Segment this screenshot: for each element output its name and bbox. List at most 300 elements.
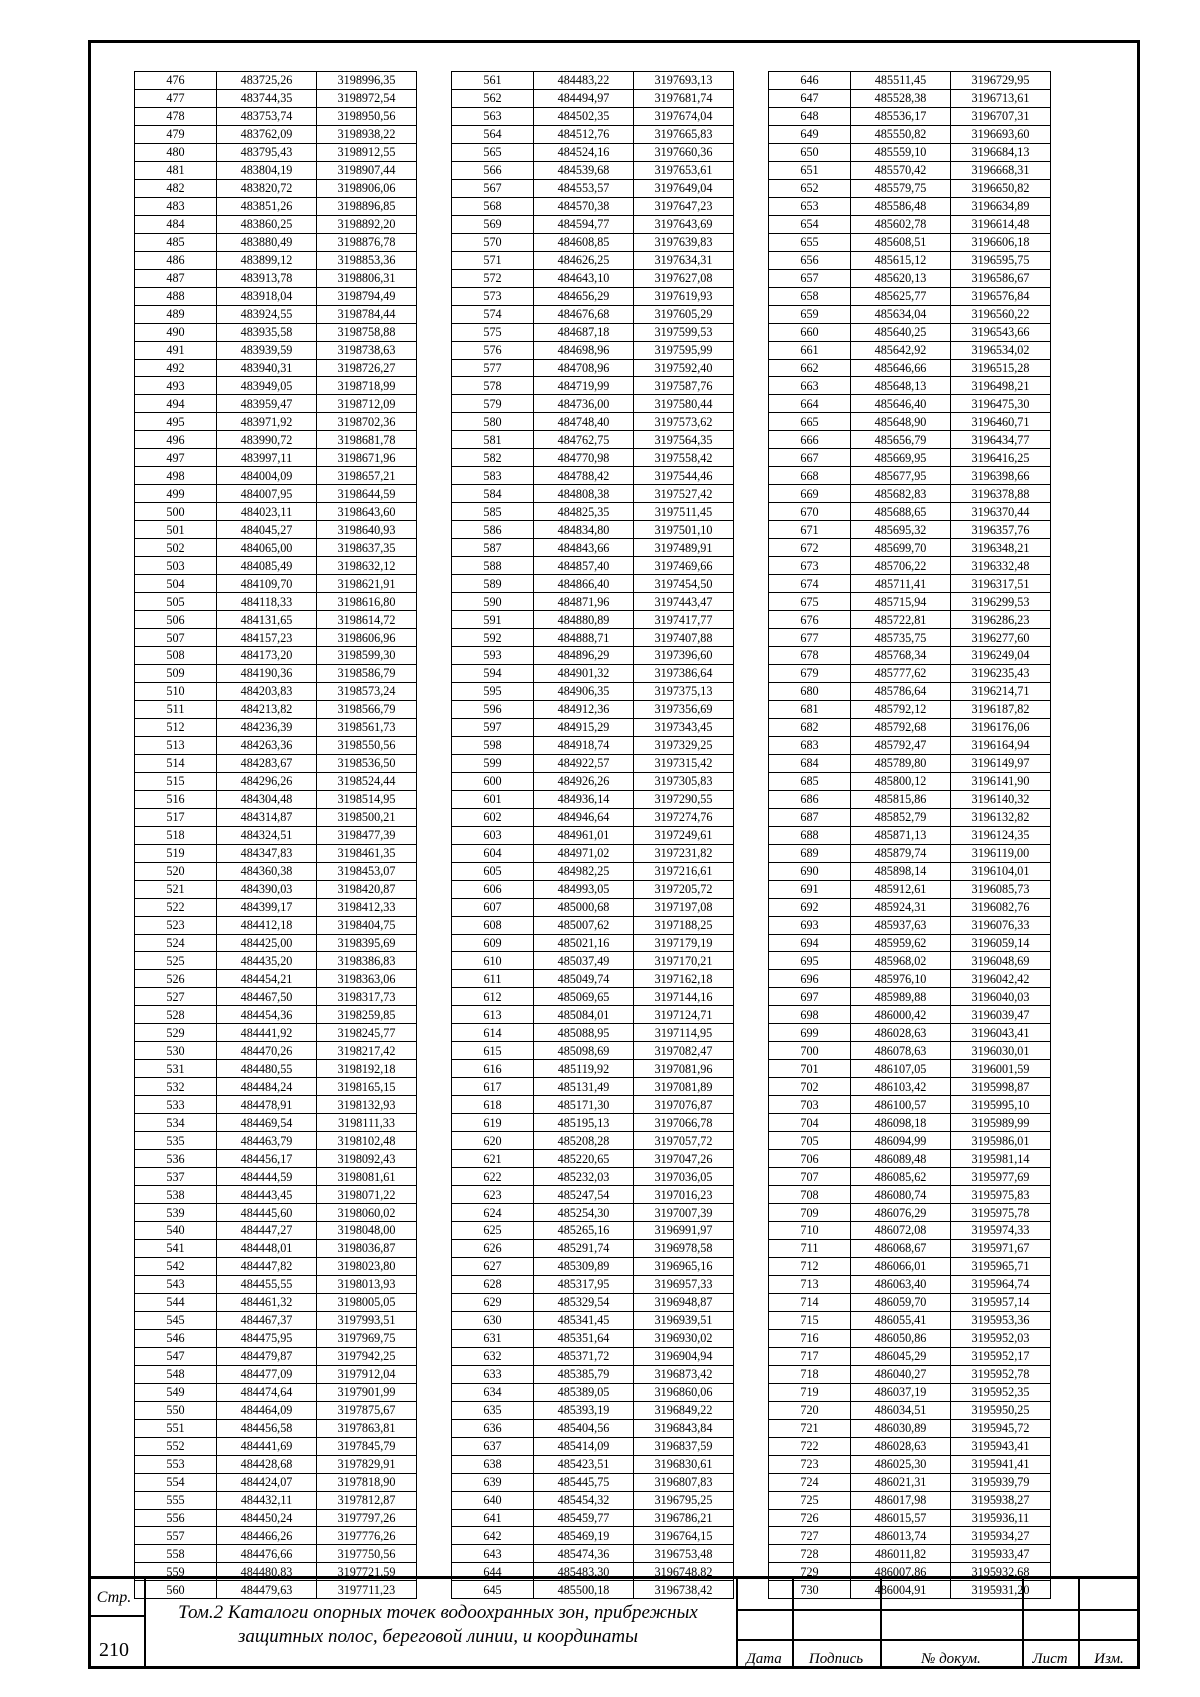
y-coordinate: 3198950,56 <box>317 107 417 125</box>
point-number: 623 <box>452 1186 534 1204</box>
point-number: 707 <box>769 1168 851 1186</box>
y-coordinate: 3196370,44 <box>951 503 1051 521</box>
x-coordinate: 484399,17 <box>217 898 317 916</box>
y-coordinate: 3197356,69 <box>634 700 734 718</box>
point-number: 683 <box>769 736 851 754</box>
point-number: 685 <box>769 772 851 790</box>
point-number: 690 <box>769 862 851 880</box>
point-number: 478 <box>135 107 217 125</box>
table-row <box>769 1257 1051 1275</box>
table-row <box>452 1096 734 1114</box>
table-row <box>135 359 417 377</box>
x-coordinate: 484203,83 <box>217 682 317 700</box>
point-number: 704 <box>769 1114 851 1132</box>
x-coordinate: 485677,95 <box>851 467 951 485</box>
table-row <box>135 467 417 485</box>
table-row <box>769 970 1051 988</box>
x-coordinate: 485371,72 <box>534 1347 634 1365</box>
table-row <box>769 485 1051 503</box>
point-number: 661 <box>769 341 851 359</box>
x-coordinate: 483924,55 <box>217 305 317 323</box>
point-number: 673 <box>769 557 851 575</box>
point-number: 641 <box>452 1509 534 1527</box>
point-number: 703 <box>769 1096 851 1114</box>
y-coordinate: 3197443,47 <box>634 593 734 611</box>
table-row <box>135 1365 417 1383</box>
point-number: 711 <box>769 1239 851 1257</box>
point-number: 497 <box>135 449 217 467</box>
y-coordinate: 3198892,20 <box>317 215 417 233</box>
point-number: 611 <box>452 970 534 988</box>
table-row <box>452 503 734 521</box>
table-row <box>769 575 1051 593</box>
point-number: 691 <box>769 880 851 898</box>
table-row <box>452 1275 734 1293</box>
table-row <box>769 431 1051 449</box>
table-row <box>452 467 734 485</box>
point-number: 506 <box>135 611 217 629</box>
table-row <box>769 377 1051 395</box>
table-row <box>769 503 1051 521</box>
point-number: 581 <box>452 431 534 449</box>
point-number: 674 <box>769 575 851 593</box>
x-coordinate: 484360,38 <box>217 862 317 880</box>
table-row <box>769 1401 1051 1419</box>
y-coordinate: 3198681,78 <box>317 431 417 449</box>
y-coordinate: 3197231,82 <box>634 844 734 862</box>
y-coordinate: 3198784,44 <box>317 305 417 323</box>
table-row <box>769 1222 1051 1240</box>
x-coordinate: 484432,11 <box>217 1491 317 1509</box>
y-coordinate: 3195964,74 <box>951 1275 1051 1293</box>
table-row <box>769 269 1051 287</box>
x-coordinate: 485098,69 <box>534 1042 634 1060</box>
y-coordinate: 3196119,00 <box>951 844 1051 862</box>
point-number: 594 <box>452 664 534 682</box>
x-coordinate: 484770,98 <box>534 449 634 467</box>
x-coordinate: 484896,29 <box>534 647 634 665</box>
table-row <box>452 251 734 269</box>
point-number: 487 <box>135 269 217 287</box>
y-coordinate: 3197386,64 <box>634 664 734 682</box>
table-row <box>452 179 734 197</box>
y-coordinate: 3196398,66 <box>951 467 1051 485</box>
point-number: 484 <box>135 215 217 233</box>
y-coordinate: 3197875,67 <box>317 1401 417 1419</box>
table-row <box>769 521 1051 539</box>
point-number: 601 <box>452 790 534 808</box>
x-coordinate: 484857,40 <box>534 557 634 575</box>
point-number: 715 <box>769 1311 851 1329</box>
y-coordinate: 3195998,87 <box>951 1078 1051 1096</box>
table-row <box>452 1293 734 1311</box>
point-number: 666 <box>769 431 851 449</box>
y-coordinate: 3197205,72 <box>634 880 734 898</box>
table-row <box>769 1527 1051 1545</box>
table-row <box>769 1204 1051 1222</box>
x-coordinate: 484946,64 <box>534 808 634 826</box>
y-coordinate: 3197750,56 <box>317 1545 417 1563</box>
y-coordinate: 3198561,73 <box>317 718 417 736</box>
y-coordinate: 3198111,33 <box>317 1114 417 1132</box>
x-coordinate: 486089,48 <box>851 1150 951 1168</box>
point-number: 550 <box>135 1401 217 1419</box>
x-coordinate: 485777,62 <box>851 664 951 682</box>
table-row <box>452 952 734 970</box>
x-coordinate: 484477,09 <box>217 1365 317 1383</box>
x-coordinate: 486025,30 <box>851 1455 951 1473</box>
y-coordinate: 3198092,43 <box>317 1150 417 1168</box>
y-coordinate: 3197647,23 <box>634 197 734 215</box>
x-coordinate: 484502,35 <box>534 107 634 125</box>
table-row <box>135 539 417 557</box>
x-coordinate: 484454,21 <box>217 970 317 988</box>
y-coordinate: 3198758,88 <box>317 323 417 341</box>
x-coordinate: 485646,66 <box>851 359 951 377</box>
x-coordinate: 486000,42 <box>851 1006 951 1024</box>
table-row <box>135 970 417 988</box>
x-coordinate: 484304,48 <box>217 790 317 808</box>
y-coordinate: 3195986,01 <box>951 1132 1051 1150</box>
point-number: 549 <box>135 1383 217 1401</box>
point-number: 501 <box>135 521 217 539</box>
y-coordinate: 3196085,73 <box>951 880 1051 898</box>
x-coordinate: 485069,65 <box>534 988 634 1006</box>
x-coordinate: 484023,11 <box>217 503 317 521</box>
table-row <box>135 251 417 269</box>
x-coordinate: 484687,18 <box>534 323 634 341</box>
point-number: 651 <box>769 161 851 179</box>
y-coordinate: 3197564,35 <box>634 431 734 449</box>
x-coordinate: 483744,35 <box>217 89 317 107</box>
y-coordinate: 3198806,31 <box>317 269 417 287</box>
x-coordinate: 484173,20 <box>217 647 317 665</box>
table-row <box>769 808 1051 826</box>
x-coordinate: 484456,58 <box>217 1419 317 1437</box>
x-coordinate: 485699,70 <box>851 539 951 557</box>
x-coordinate: 485414,09 <box>534 1437 634 1455</box>
x-coordinate: 485646,40 <box>851 395 951 413</box>
x-coordinate: 485579,75 <box>851 179 951 197</box>
table-row <box>769 161 1051 179</box>
y-coordinate: 3197501,10 <box>634 521 734 539</box>
y-coordinate: 3196843,84 <box>634 1419 734 1437</box>
point-number: 546 <box>135 1329 217 1347</box>
point-number: 542 <box>135 1257 217 1275</box>
table-row <box>452 1042 734 1060</box>
point-number: 551 <box>135 1419 217 1437</box>
x-coordinate: 484190,36 <box>217 664 317 682</box>
y-coordinate: 3197544,46 <box>634 467 734 485</box>
point-number: 553 <box>135 1455 217 1473</box>
table-row <box>135 1024 417 1042</box>
table-row <box>452 1222 734 1240</box>
point-number: 580 <box>452 413 534 431</box>
y-coordinate: 3195975,83 <box>951 1186 1051 1204</box>
x-coordinate: 484469,54 <box>217 1114 317 1132</box>
x-coordinate: 484461,32 <box>217 1293 317 1311</box>
table-row <box>135 808 417 826</box>
table-row <box>452 1329 734 1347</box>
x-coordinate: 484455,55 <box>217 1275 317 1293</box>
point-number: 488 <box>135 287 217 305</box>
point-number: 650 <box>769 143 851 161</box>
x-coordinate: 486055,41 <box>851 1311 951 1329</box>
y-coordinate: 3197489,91 <box>634 539 734 557</box>
x-coordinate: 484118,33 <box>217 593 317 611</box>
table-row <box>769 1473 1051 1491</box>
y-coordinate: 3198621,91 <box>317 575 417 593</box>
x-coordinate: 484993,05 <box>534 880 634 898</box>
document-title <box>148 1601 728 1649</box>
y-coordinate: 3196176,06 <box>951 718 1051 736</box>
x-coordinate: 483949,05 <box>217 377 317 395</box>
table-row <box>769 826 1051 844</box>
y-coordinate: 3198461,35 <box>317 844 417 862</box>
y-coordinate: 3198616,80 <box>317 593 417 611</box>
table-row <box>769 72 1051 90</box>
x-coordinate: 485615,12 <box>851 251 951 269</box>
table-row <box>769 593 1051 611</box>
x-coordinate: 486078,63 <box>851 1042 951 1060</box>
y-coordinate: 3197179,19 <box>634 934 734 952</box>
point-number: 664 <box>769 395 851 413</box>
x-coordinate: 484109,70 <box>217 575 317 593</box>
point-number: 495 <box>135 413 217 431</box>
point-number: 534 <box>135 1114 217 1132</box>
x-coordinate: 484512,76 <box>534 125 634 143</box>
point-number: 634 <box>452 1383 534 1401</box>
table-row <box>452 413 734 431</box>
table-row <box>452 934 734 952</box>
table-row <box>452 808 734 826</box>
y-coordinate: 3198023,80 <box>317 1257 417 1275</box>
point-number: 541 <box>135 1239 217 1257</box>
table-row <box>135 1455 417 1473</box>
x-coordinate: 485852,79 <box>851 808 951 826</box>
document-title-line-1: Том.2 Каталоги опорных точек водоохранных зон, прибрежных <box>178 1602 698 1623</box>
table-row <box>769 287 1051 305</box>
y-coordinate: 3196048,69 <box>951 952 1051 970</box>
x-coordinate: 484918,74 <box>534 736 634 754</box>
table-row <box>452 72 734 90</box>
x-coordinate: 485247,54 <box>534 1186 634 1204</box>
table-row <box>452 700 734 718</box>
point-number: 535 <box>135 1132 217 1150</box>
point-number: 579 <box>452 395 534 413</box>
table-row <box>452 1186 734 1204</box>
table-row <box>452 539 734 557</box>
table-row <box>135 431 417 449</box>
x-coordinate: 486007,86 <box>851 1563 951 1581</box>
x-coordinate: 486103,42 <box>851 1078 951 1096</box>
y-coordinate: 3197343,45 <box>634 718 734 736</box>
point-number: 494 <box>135 395 217 413</box>
table-row <box>135 1150 417 1168</box>
y-coordinate: 3196235,43 <box>951 664 1051 682</box>
y-coordinate: 3198395,69 <box>317 934 417 952</box>
point-number: 491 <box>135 341 217 359</box>
point-number: 554 <box>135 1473 217 1491</box>
y-coordinate: 3198566,79 <box>317 700 417 718</box>
y-coordinate: 3196498,21 <box>951 377 1051 395</box>
point-number: 621 <box>452 1150 534 1168</box>
x-coordinate: 485084,01 <box>534 1006 634 1024</box>
table-row <box>135 898 417 916</box>
x-coordinate: 484347,83 <box>217 844 317 862</box>
y-coordinate: 3196039,47 <box>951 1006 1051 1024</box>
point-number: 490 <box>135 323 217 341</box>
x-coordinate: 484447,27 <box>217 1222 317 1240</box>
y-coordinate: 3196332,48 <box>951 557 1051 575</box>
point-number: 514 <box>135 754 217 772</box>
y-coordinate: 3196614,48 <box>951 215 1051 233</box>
table-row <box>452 395 734 413</box>
y-coordinate: 3196957,33 <box>634 1275 734 1293</box>
table-row <box>135 790 417 808</box>
y-coordinate: 3196991,97 <box>634 1222 734 1240</box>
x-coordinate: 484736,00 <box>534 395 634 413</box>
table-row <box>769 395 1051 413</box>
table-row <box>135 485 417 503</box>
y-coordinate: 3198259,85 <box>317 1006 417 1024</box>
y-coordinate: 3196904,94 <box>634 1347 734 1365</box>
x-coordinate: 483860,25 <box>217 215 317 233</box>
y-coordinate: 3198726,27 <box>317 359 417 377</box>
table-row <box>135 72 417 90</box>
y-coordinate: 3198606,96 <box>317 629 417 647</box>
point-number: 585 <box>452 503 534 521</box>
x-coordinate: 484463,79 <box>217 1132 317 1150</box>
x-coordinate: 484467,37 <box>217 1311 317 1329</box>
y-coordinate: 3195957,14 <box>951 1293 1051 1311</box>
y-coordinate: 3198657,21 <box>317 467 417 485</box>
point-number: 500 <box>135 503 217 521</box>
table-row <box>769 251 1051 269</box>
table-row <box>135 934 417 952</box>
table-row <box>135 1401 417 1419</box>
x-coordinate: 484915,29 <box>534 718 634 736</box>
y-coordinate: 3196001,59 <box>951 1060 1051 1078</box>
point-number: 483 <box>135 197 217 215</box>
x-coordinate: 485656,79 <box>851 431 951 449</box>
point-number: 567 <box>452 179 534 197</box>
point-number: 709 <box>769 1204 851 1222</box>
table-row <box>769 952 1051 970</box>
point-number: 677 <box>769 629 851 647</box>
x-coordinate: 486076,29 <box>851 1204 951 1222</box>
y-coordinate: 3196713,61 <box>951 89 1051 107</box>
point-number: 607 <box>452 898 534 916</box>
x-coordinate: 484466,26 <box>217 1527 317 1545</box>
y-coordinate: 3196795,25 <box>634 1491 734 1509</box>
point-number: 647 <box>769 89 851 107</box>
x-coordinate: 484524,16 <box>534 143 634 161</box>
table-row <box>452 341 734 359</box>
x-coordinate: 485570,42 <box>851 161 951 179</box>
y-coordinate: 3197573,62 <box>634 413 734 431</box>
y-coordinate: 3198643,60 <box>317 503 417 521</box>
y-coordinate: 3197643,69 <box>634 215 734 233</box>
x-coordinate: 484443,45 <box>217 1186 317 1204</box>
table-row <box>769 934 1051 952</box>
table-row <box>769 682 1051 700</box>
y-coordinate: 3198500,21 <box>317 808 417 826</box>
point-number: 564 <box>452 125 534 143</box>
table-row <box>135 125 417 143</box>
y-coordinate: 3197197,08 <box>634 898 734 916</box>
point-number: 700 <box>769 1042 851 1060</box>
point-number: 632 <box>452 1347 534 1365</box>
table-row <box>135 323 417 341</box>
point-number: 645 <box>452 1581 534 1599</box>
y-coordinate: 3195971,67 <box>951 1239 1051 1257</box>
table-row <box>135 772 417 790</box>
table-row <box>769 844 1051 862</box>
table-row <box>769 125 1051 143</box>
point-number: 599 <box>452 754 534 772</box>
x-coordinate: 484445,60 <box>217 1204 317 1222</box>
y-coordinate: 3197845,79 <box>317 1437 417 1455</box>
point-number: 639 <box>452 1473 534 1491</box>
x-coordinate: 486037,19 <box>851 1383 951 1401</box>
point-number: 713 <box>769 1275 851 1293</box>
x-coordinate: 486045,29 <box>851 1347 951 1365</box>
y-coordinate: 3196830,61 <box>634 1455 734 1473</box>
y-coordinate: 3198794,49 <box>317 287 417 305</box>
table-row <box>769 772 1051 790</box>
table-row <box>452 898 734 916</box>
x-coordinate: 484843,66 <box>534 539 634 557</box>
table-row <box>135 826 417 844</box>
table-row <box>452 1473 734 1491</box>
y-coordinate: 3197665,83 <box>634 125 734 143</box>
x-coordinate: 483753,74 <box>217 107 317 125</box>
point-number: 719 <box>769 1383 851 1401</box>
point-number: 620 <box>452 1132 534 1150</box>
y-coordinate: 3197114,95 <box>634 1024 734 1042</box>
x-coordinate: 485483,30 <box>534 1563 634 1581</box>
table-row <box>452 1150 734 1168</box>
x-coordinate: 485792,68 <box>851 718 951 736</box>
point-number: 597 <box>452 718 534 736</box>
y-coordinate: 3197649,04 <box>634 179 734 197</box>
y-coordinate: 3198738,63 <box>317 341 417 359</box>
point-number: 511 <box>135 700 217 718</box>
point-number: 669 <box>769 485 851 503</box>
table-row <box>135 952 417 970</box>
point-number: 681 <box>769 700 851 718</box>
y-coordinate: 3195938,27 <box>951 1491 1051 1509</box>
point-number: 658 <box>769 287 851 305</box>
x-coordinate: 484494,97 <box>534 89 634 107</box>
x-coordinate: 484608,85 <box>534 233 634 251</box>
y-coordinate: 3196939,51 <box>634 1311 734 1329</box>
table-row <box>452 1455 734 1473</box>
table-row <box>452 1024 734 1042</box>
y-coordinate: 3196030,01 <box>951 1042 1051 1060</box>
point-number: 657 <box>769 269 851 287</box>
x-coordinate: 486028,63 <box>851 1024 951 1042</box>
y-coordinate: 3198036,87 <box>317 1239 417 1257</box>
table-row <box>769 557 1051 575</box>
table-row <box>452 287 734 305</box>
x-coordinate: 485871,13 <box>851 826 951 844</box>
y-coordinate: 3197592,40 <box>634 359 734 377</box>
y-coordinate: 3196059,14 <box>951 934 1051 952</box>
y-coordinate: 3198938,22 <box>317 125 417 143</box>
table-row <box>135 197 417 215</box>
